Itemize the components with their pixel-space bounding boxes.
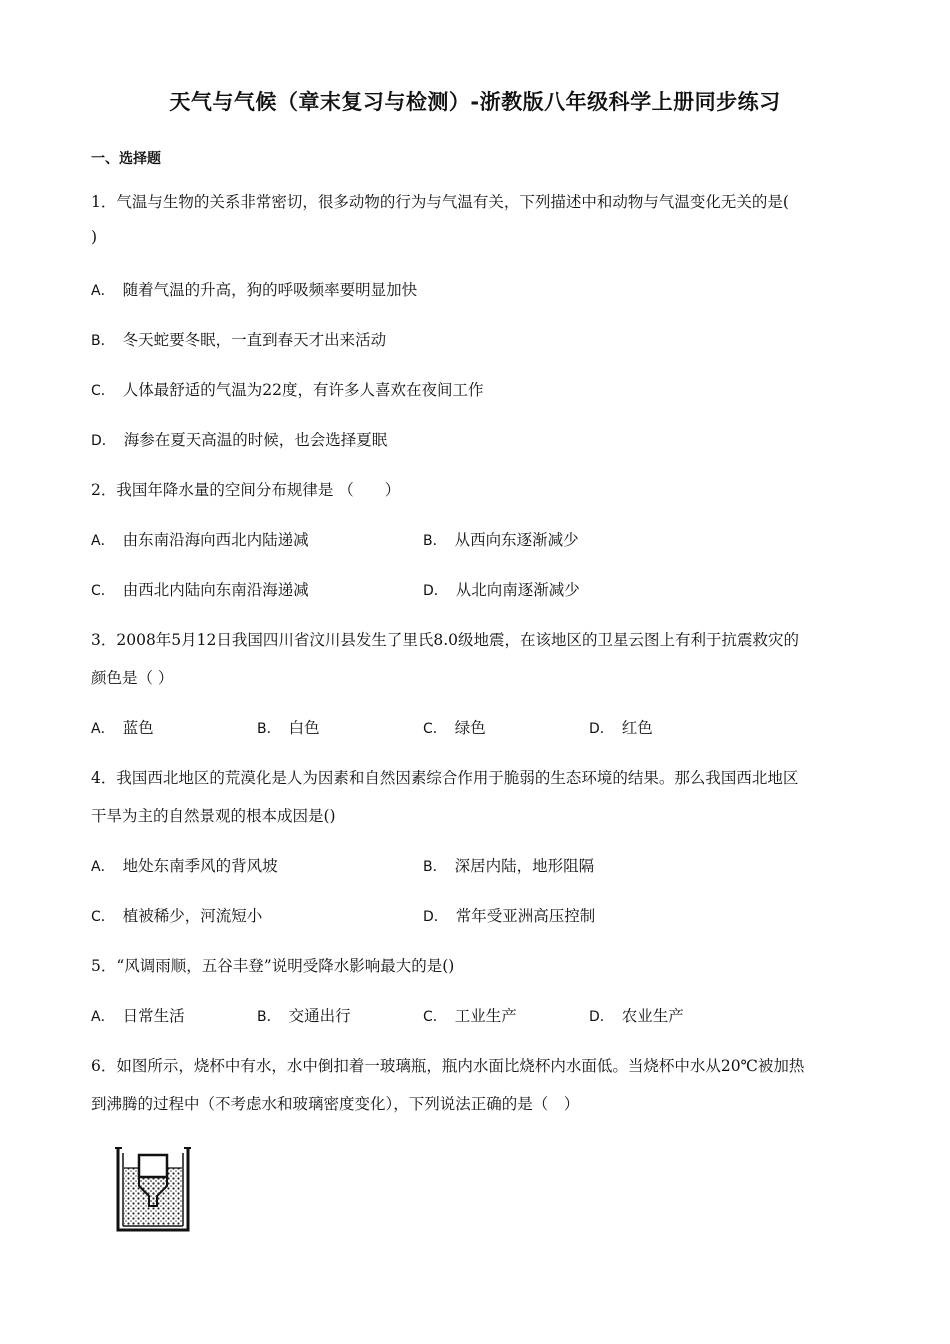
q1-stem-line2: ) <box>91 228 98 246</box>
q4-option-a <box>91 854 278 876</box>
q2-option-b-text: 从西向东逐渐减少 <box>454 531 579 549</box>
q2-option-d-label: D． <box>423 583 448 599</box>
q2-stem: 2．我国年降水量的空间分布规律是 （ ） <box>91 481 401 499</box>
q3-option-b-label: B． <box>257 721 281 737</box>
q5-option-c-text: 工业生产 <box>454 1007 517 1025</box>
q5-option-a-label: A． <box>91 1009 115 1025</box>
q2-option-b-label: B． <box>423 533 447 549</box>
q3-option-d-label: D． <box>589 721 614 737</box>
document-title: 天气与气候（章末复习与检测）-浙教版八年级科学上册同步练习 <box>169 90 781 114</box>
q5-option-c-label: C． <box>423 1009 447 1025</box>
q3-option-a <box>91 716 154 738</box>
q4-stem-line1: 4．我国西北地区的荒漠化是人为因素和自然因素综合作用于脆弱的生态环境的结果。那么我国西北地区 <box>91 769 799 787</box>
q1-stem-line1: 1．气温与生物的关系非常密切，很多动物的行为与气温有关，下列描述中和动物与气温变化无关的是( <box>91 193 789 211</box>
q1-option-c <box>91 378 484 400</box>
q1-option-b-text: 冬天蛇要冬眠，一直到春天才出来活动 <box>122 331 387 349</box>
q5-option-d <box>589 1004 684 1026</box>
q3-option-b <box>257 716 320 738</box>
q4-option-d-text: 常年受亚洲高压控制 <box>455 907 596 925</box>
q3-stem-line2: 颜色是（ ） <box>91 669 174 687</box>
q3-option-c-label: C． <box>423 721 447 737</box>
q1-option-b-label: B． <box>91 333 115 349</box>
q4-option-b-text: 深居内陆，地形阻隔 <box>454 857 595 875</box>
q2-option-a-text: 由东南沿海向西北内陆递减 <box>122 531 309 549</box>
q2-option-b <box>423 528 579 550</box>
q5-option-c <box>423 1004 517 1026</box>
q1-option-d <box>91 428 387 450</box>
q5-stem: 5．“风调雨顺，五谷丰登”说明受降水影响最大的是() <box>91 957 455 975</box>
q4-stem-line2: 干旱为主的自然景观的根本成因是() <box>91 807 336 825</box>
q5-option-d-label: D． <box>589 1009 614 1025</box>
q2-option-d-text: 从北向南逐渐减少 <box>455 581 580 599</box>
q1-option-d-label: D． <box>91 433 116 449</box>
q3-option-d-text: 红色 <box>621 719 653 737</box>
q5-option-d-text: 农业生产 <box>621 1007 684 1025</box>
q6-stem-line2: 到沸腾的过程中（不考虑水和玻璃密度变化），下列说法正确的是（ ） <box>91 1095 580 1113</box>
q4-option-a-label: A． <box>91 859 115 875</box>
q3-option-d <box>589 716 653 738</box>
q2-option-a <box>91 528 309 550</box>
q3-option-c-text: 绿色 <box>454 719 486 737</box>
q3-option-c <box>423 716 486 738</box>
q3-stem-line1: 3．2008年5月12日我国四川省汶川县发生了里氏8.0级地震，在该地区的卫星云图上有利于抗震救灾的 <box>91 631 800 649</box>
q1-option-a-label: A． <box>91 283 115 299</box>
q4-option-d-label: D． <box>423 909 448 925</box>
q5-option-a-text: 日常生活 <box>122 1007 185 1025</box>
q2-option-c-label: C． <box>91 583 115 599</box>
q2-option-c <box>91 578 309 600</box>
q5-option-a <box>91 1004 185 1026</box>
q4-option-c <box>91 904 262 926</box>
q5-option-b <box>257 1004 351 1026</box>
q4-option-c-text: 植被稀少，河流短小 <box>122 907 263 925</box>
section-heading: 一、选择题 <box>91 151 161 167</box>
q3-option-a-text: 蓝色 <box>122 719 154 737</box>
q6-stem-line1: 6．如图所示，烧杯中有水，水中倒扣着一玻璃瓶，瓶内水面比烧杯内水面低。当烧杯中水从20℃被加热 <box>91 1057 805 1075</box>
q4-option-d <box>423 904 595 926</box>
q2-option-a-label: A． <box>91 533 115 549</box>
q5-option-b-label: B． <box>257 1009 281 1025</box>
q3-option-b-text: 白色 <box>288 719 320 737</box>
q4-option-a-text: 地处东南季风的背风坡 <box>122 857 278 875</box>
q4-option-c-label: C． <box>91 909 115 925</box>
q1-option-d-text: 海参在夏天高温的时候，也会选择夏眠 <box>123 431 388 449</box>
q4-option-b <box>423 854 594 876</box>
q3-option-a-label: A． <box>91 721 115 737</box>
q1-option-c-text: 人体最舒适的气温为22度，有许多人喜欢在夜间工作 <box>122 381 484 399</box>
q1-option-c-label: C． <box>91 383 115 399</box>
q1-option-a-text: 随着气温的升高，狗的呼吸频率要明显加快 <box>122 281 418 299</box>
q4-option-b-label: B． <box>423 859 447 875</box>
q5-option-b-text: 交通出行 <box>288 1007 351 1025</box>
q1-option-a <box>91 278 417 300</box>
q1-option-b <box>91 328 386 350</box>
beaker-figure <box>112 1142 196 1238</box>
q2-option-d <box>423 578 580 600</box>
q2-option-c-text: 由西北内陆向东南沿海递减 <box>122 581 309 599</box>
